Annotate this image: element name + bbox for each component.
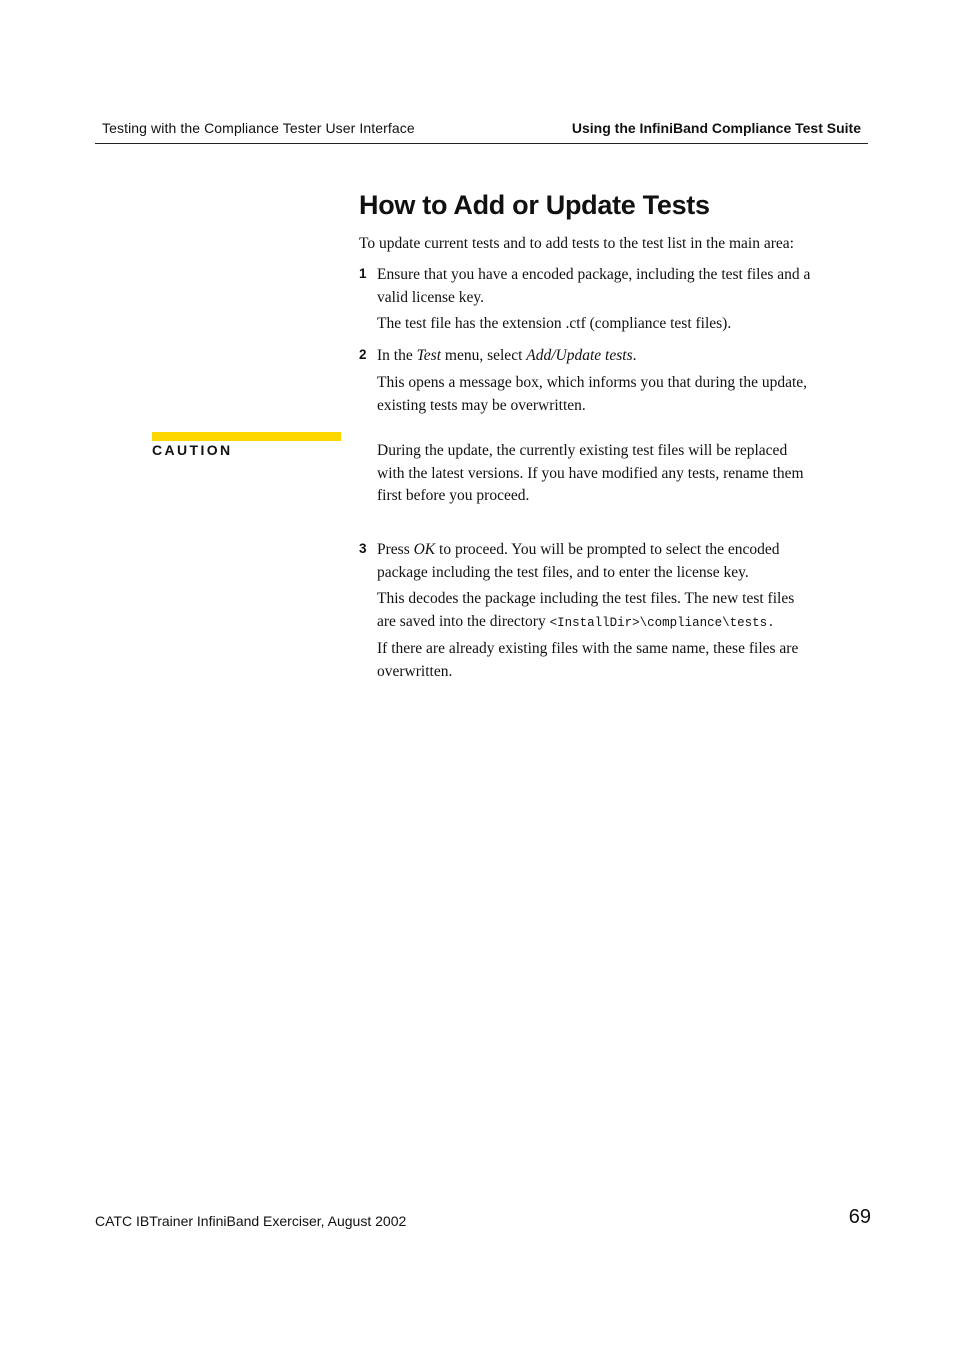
intro-paragraph: To update current tests and to add tests to the test list in the main area: [359,235,794,252]
step-2-note-line-2: existing tests may be overwritten. [377,396,586,414]
menu-name: Test [416,347,442,364]
step-2-note-line-1: This opens a message box, which informs you that during the update, [377,374,808,391]
step-3-note-1 [377,588,794,634]
step-2-post: . [632,347,637,364]
directory-path: <InstallDir>\compliance\tests. [549,615,775,630]
running-header-section: Testing with the Compliance Tester User Interface [102,120,415,136]
footer-text: CATC IBTrainer InfiniBand Exerciser, August 2002 [95,1213,407,1229]
step-1-text [377,264,810,309]
running-header-chapter: Using the InfiniBand Compliance Test Suite [571,120,861,136]
command-name: Add/Update tests [526,347,633,364]
caution-bar [152,432,341,441]
step-2-mid: menu, select [441,347,527,364]
step-2-note [377,372,807,417]
step-2-text [377,345,636,368]
step-3-note-2-line-2: overwritten. [377,662,453,680]
step-1-note: The test file has the extension .ctf (compliance test files). [377,315,732,332]
step-3-note-2 [377,638,798,683]
step-3-note-1-line-1: This decodes the package including the test files. The new test files [377,590,795,607]
step-3-pre: Press [377,541,414,558]
step-1-number: 1 [359,266,367,281]
step-1-line-1: Ensure that you have a encoded package, including the test files and a [377,266,811,283]
caution-label: CAUTION [152,442,233,458]
caution-line-2: with the latest versions. If you have modified any tests, rename them [377,464,804,482]
page-number: 69 [848,1206,871,1228]
caution-line-1: During the update, the currently existing test files will be replaced [377,442,788,459]
step-3-post: to proceed. You will be prompted to select the encoded [435,541,780,558]
caution-line-3: first before you proceed. [377,487,530,504]
step-3-note-2-line-1: If there are already existing files with the same name, these files are [377,640,799,657]
step-2-number: 2 [359,347,367,362]
page-title: How to Add or Update Tests [359,190,710,220]
step-3-line-2: package including the test files, and to enter the license key. [377,563,749,581]
caution-text [377,440,804,508]
header-divider [95,143,868,144]
step-1-line-2: valid license key. [377,288,485,306]
step-3-text [377,539,780,584]
step-2-pre: In the [377,347,417,364]
step-3-number: 3 [359,541,367,556]
button-name: OK [413,541,436,558]
step-3-note-1-line-2: are saved into the directory [377,612,550,630]
